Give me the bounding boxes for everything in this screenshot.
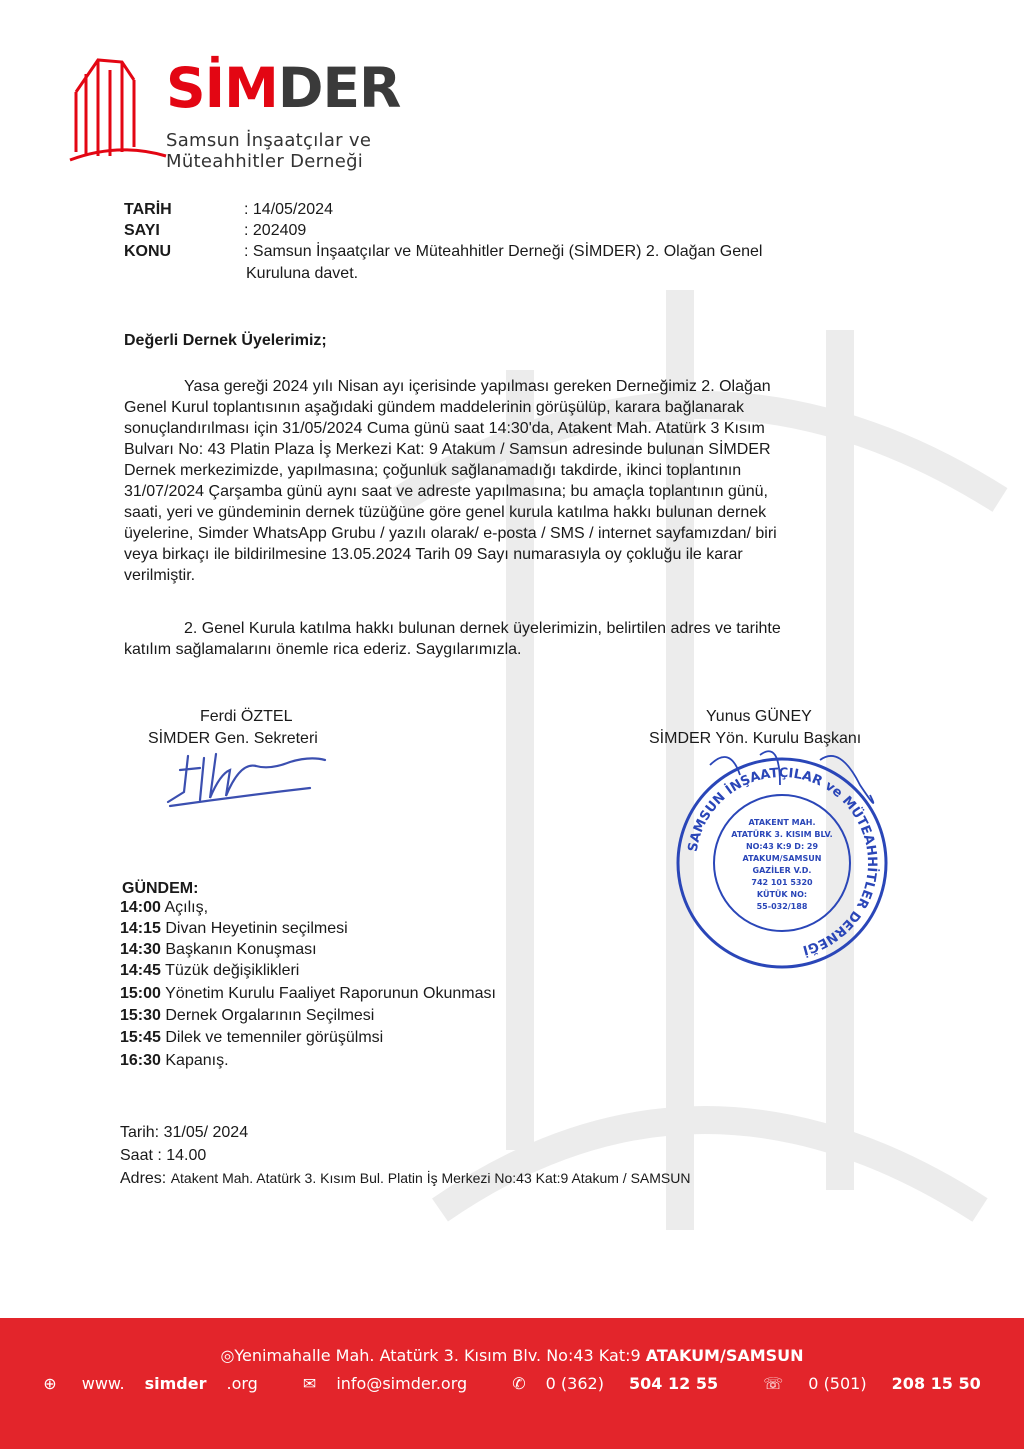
stamp-line: ATATÜRK 3. KISIM BLV. — [731, 830, 833, 839]
whatsapp-icon: ☏ — [763, 1374, 784, 1393]
paragraph-1-line: sonuçlandırılması için 31/05/2024 Cuma günü saat 14:30'da, Atakent Mah. Atatürk 3 Kısım — [124, 420, 765, 437]
footer-mobile[interactable] — [753, 1374, 991, 1393]
agenda-item — [120, 899, 208, 917]
paragraph-1-line: Dernek merkezimizde, yapılmasına; çoğunluk sağlanamadığı takdirde, ikinci toplantının — [124, 462, 742, 479]
footer-phone-prefix: 0 (362) — [545, 1374, 610, 1393]
stamp-line: GAZİLER V.D. — [752, 866, 812, 875]
agenda-text: Kapanış. — [165, 1052, 229, 1069]
agenda-text: Tüzük değişiklikleri — [165, 962, 300, 979]
association-stamp — [670, 745, 895, 970]
footer-website-name: simder — [144, 1374, 207, 1393]
meeting-address-label: Adres: — [120, 1170, 167, 1187]
location-pin-icon: ◎ — [220, 1346, 235, 1365]
agenda-item — [120, 1007, 374, 1025]
paragraph-1-line: 31/07/2024 Çarşamba günü aynı saat ve adreste yapılmasına; bu amaçla toplantının günü, — [124, 483, 768, 500]
brand-subtitle-line2: Müteahhitler Derneği — [166, 151, 364, 172]
stamp-line: 55-032/188 — [756, 902, 808, 911]
agenda-text: Açılış, — [164, 899, 209, 916]
footer-email-text: info@simder.org — [336, 1374, 468, 1393]
agenda-item — [120, 985, 496, 1003]
left-signer-name: Ferdi ÖZTEL — [200, 708, 293, 725]
globe-icon: ⊕ — [43, 1374, 57, 1393]
paragraph-1 — [124, 376, 777, 586]
phone-icon: ✆ — [512, 1374, 526, 1393]
paragraph-1-line: verilmiştir. — [124, 567, 196, 584]
left-signer-title: SİMDER Gen. Sekreteri — [148, 730, 318, 747]
footer-contacts — [0, 1374, 1024, 1393]
agenda-item — [120, 1052, 229, 1070]
stamp-line: ATAKENT MAH. — [748, 818, 816, 827]
footer-phone-number: 504 12 55 — [629, 1374, 719, 1393]
greeting: Değerli Dernek Üyelerimiz; — [124, 332, 327, 349]
agenda-text: Dernek Orgalarının Seçilmesi — [165, 1007, 375, 1024]
agenda-time: 14:00 — [120, 899, 161, 916]
mail-icon: ✉ — [302, 1374, 317, 1393]
agenda-text: Yönetim Kurulu Faaliyet Raporunun Okunması — [165, 985, 496, 1002]
agenda-time: 14:45 — [120, 962, 161, 979]
right-signer-title: SİMDER Yön. Kurulu Başkanı — [649, 730, 862, 747]
brand-dark-part: DER — [277, 56, 401, 120]
agenda-time: 15:30 — [120, 1007, 161, 1024]
agenda-text: Divan Heyetinin seçilmesi — [165, 920, 348, 937]
brand-name — [166, 58, 400, 118]
stamp-line: KÜTÜK NO: — [756, 890, 808, 899]
agenda-text: Dilek ve temenniler görüşülmsi — [165, 1029, 384, 1046]
footer-address-city: ATAKUM/SAMSUN — [645, 1346, 804, 1365]
right-signer-name: Yunus GÜNEY — [706, 708, 812, 725]
footer-website[interactable] — [33, 1374, 268, 1393]
footer-email[interactable] — [293, 1374, 477, 1393]
simder-building-icon — [68, 52, 168, 162]
agenda-time: 16:30 — [120, 1052, 161, 1069]
paragraph-2-line: katılım sağlamalarını önemle rica ederiz. Saygılarımızla. — [124, 641, 522, 658]
left-signature-image — [160, 740, 340, 820]
agenda-time: 15:45 — [120, 1029, 161, 1046]
paragraph-1-line: Genel Kurul toplantısının aşağıdaki gündem maddelerinin görüşülüp, karara bağlanarak — [124, 399, 744, 416]
agenda-item — [120, 941, 317, 959]
agenda-item — [120, 962, 299, 980]
footer-bar — [0, 1318, 1024, 1449]
meeting-time: Saat : 14.00 — [120, 1147, 207, 1164]
paragraph-1-line: Bulvarı No: 43 Platin Plaza İş Merkezi Kat: 9 Atakum / Samsun adresinde bulunan SİMDER — [124, 441, 771, 458]
stamp-line: 742 101 5320 — [751, 878, 813, 887]
footer-address-text: Yenimahalle Mah. Atatürk 3. Kısım Blv. No:43 Kat:9 — [234, 1346, 646, 1365]
date-value: : 14/05/2024 — [244, 201, 333, 218]
agenda-time: 15:00 — [120, 985, 161, 1002]
stamp-line: NO:43 K:9 D: 29 — [745, 842, 819, 851]
footer-address — [0, 1346, 1024, 1365]
meeting-address — [120, 1168, 690, 1189]
meeting-address-value: Atakent Mah. Atatürk 3. Kısım Bul. Platin İş Merkezi No:43 Kat:9 Atakum / SAMSUN — [170, 1170, 691, 1186]
paragraph-2 — [124, 618, 781, 660]
footer-website-suffix: .org — [226, 1374, 258, 1393]
paragraph-1-line: üyelerine, Simder WhatsApp Grubu / yazılı olarak/ e-posta / SMS / internet sayfamızdan/ biri — [124, 525, 777, 542]
paragraph-1-line: veya birkaçı ile bildirilmesine 13.05.2024 Tarih 09 Sayı numarasıyla oy çokluğu ile karar — [124, 546, 743, 563]
footer-mobile-prefix: 0 (501) — [808, 1374, 872, 1393]
stamp-ring-text: SAMSUN İNŞAATÇILAR ve MÜTEAHHİTLER DERNEĞİ — [685, 765, 880, 958]
paragraph-1-line: Yasa gereği 2024 yılı Nisan ayı içerisinde yapılması gereken Derneğimiz 2. Olağan — [184, 378, 771, 395]
agenda-item — [120, 1029, 383, 1047]
paragraph-2-line: 2. Genel Kurula katılma hakkı bulunan dernek üyelerimizin, belirtilen adres ve tarihte — [184, 620, 781, 637]
meeting-date: Tarih: 31/05/ 2024 — [120, 1124, 249, 1141]
number-value: : 202409 — [244, 222, 307, 239]
subject-value-line2: Kuruluna davet. — [246, 265, 359, 282]
paragraph-1-line: saati, yeri ve gündeminin dernek tüzüğüne göre genel kurula katılma hakkı bulunan dernek — [124, 504, 767, 521]
agenda-item — [120, 920, 348, 938]
number-label: SAYI — [124, 222, 160, 239]
agenda-text: Başkanın Konuşması — [165, 941, 317, 958]
agenda-heading: GÜNDEM: — [122, 880, 199, 897]
stamp-line: ATAKUM/SAMSUN — [742, 854, 822, 863]
subject-value-line1: : Samsun İnşaatçılar ve Müteahhitler Derneği (SİMDER) 2. Olağan Genel — [244, 243, 763, 260]
footer-mobile-number: 208 15 50 — [891, 1374, 981, 1393]
agenda-time: 14:15 — [120, 920, 161, 937]
date-label: TARİH — [124, 201, 172, 218]
brand-subtitle-line1: Samsun İnşaatçılar ve — [166, 130, 372, 151]
agenda-time: 14:30 — [120, 941, 161, 958]
subject-label: KONU — [124, 243, 172, 260]
footer-website-prefix: www. — [81, 1374, 125, 1393]
footer-phone[interactable] — [502, 1374, 728, 1393]
brand-red-part: SİM — [166, 56, 278, 120]
